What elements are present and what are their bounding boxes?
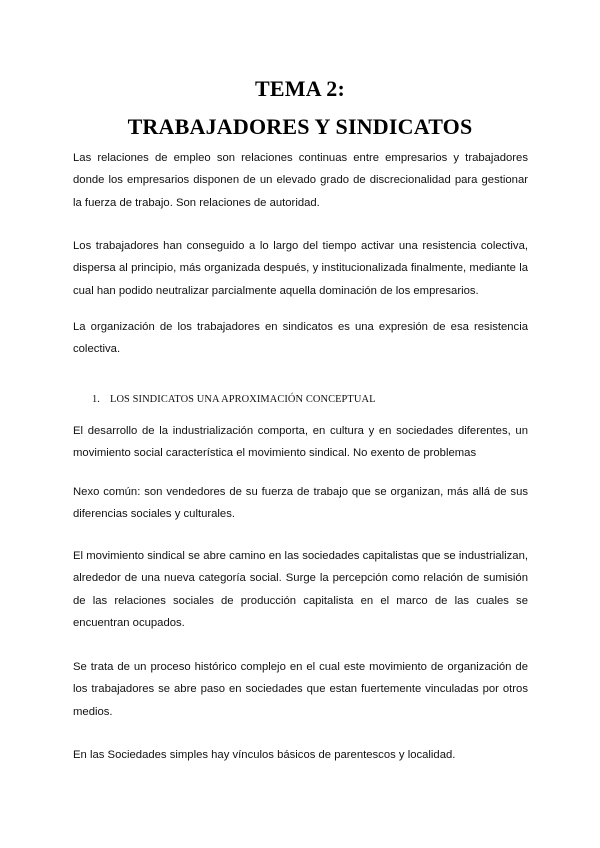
document-title-line2: TRABAJADORES Y SINDICATOS bbox=[127, 114, 473, 139]
section-paragraph-1: El desarrollo de la industrialización comporta, en cultura y en sociedades diferentes, un movimiento social característica el movimiento sindical. No exento de problemas bbox=[73, 425, 528, 460]
section-number: 1. bbox=[92, 394, 100, 405]
paragraph-intro-3: La organización de los trabajadores en sindicatos es una expresión de esa resistencia colectiva. bbox=[73, 321, 528, 356]
section-heading bbox=[92, 394, 376, 405]
section-paragraph-3: El movimiento sindical se abre camino en las sociedades capitalistas que se industrializan, alrededor de una nueva categoría social. Surge la percepción como relación de sumisión de las relaciones sociales de producción capitalista en el marco de las cuales se encuentran ocupados. bbox=[73, 550, 528, 629]
section-heading-text: LOS SINDICATOS UNA APROXIMACIÓN CONCEPTUAL bbox=[110, 394, 376, 405]
paragraph-intro-1: Las relaciones de empleo son relaciones continuas entre empresarios y trabajadores donde los empresarios disponen de un elevado grado de discrecionalidad para gestionar la fuerza de trabajo. Son relaciones de autoridad. bbox=[73, 152, 528, 209]
section-paragraph-4: Se trata de un proceso histórico complejo en el cual este movimiento de organización de los trabajadores se abre paso en sociedades que estan fuertemente vinculadas por otros medios. bbox=[73, 661, 528, 718]
document-title-line1: TEMA 2: bbox=[254, 76, 345, 101]
paragraph-intro-2: Los trabajadores han conseguido a lo largo del tiempo activar una resistencia colectiva, dispersa al principio, más organizada después, y institucionalizada finalmente, mediante la cual han podido neutralizar parcialmente aquella dominación de los empresarios. bbox=[73, 240, 528, 297]
section-paragraph-2: Nexo común: son vendedores de su fuerza de trabajo que se organizan, más allá de sus diferencias sociales y culturales. bbox=[73, 486, 528, 521]
section-paragraph-5: En las Sociedades simples hay vínculos básicos de parentescos y localidad. bbox=[73, 749, 456, 761]
